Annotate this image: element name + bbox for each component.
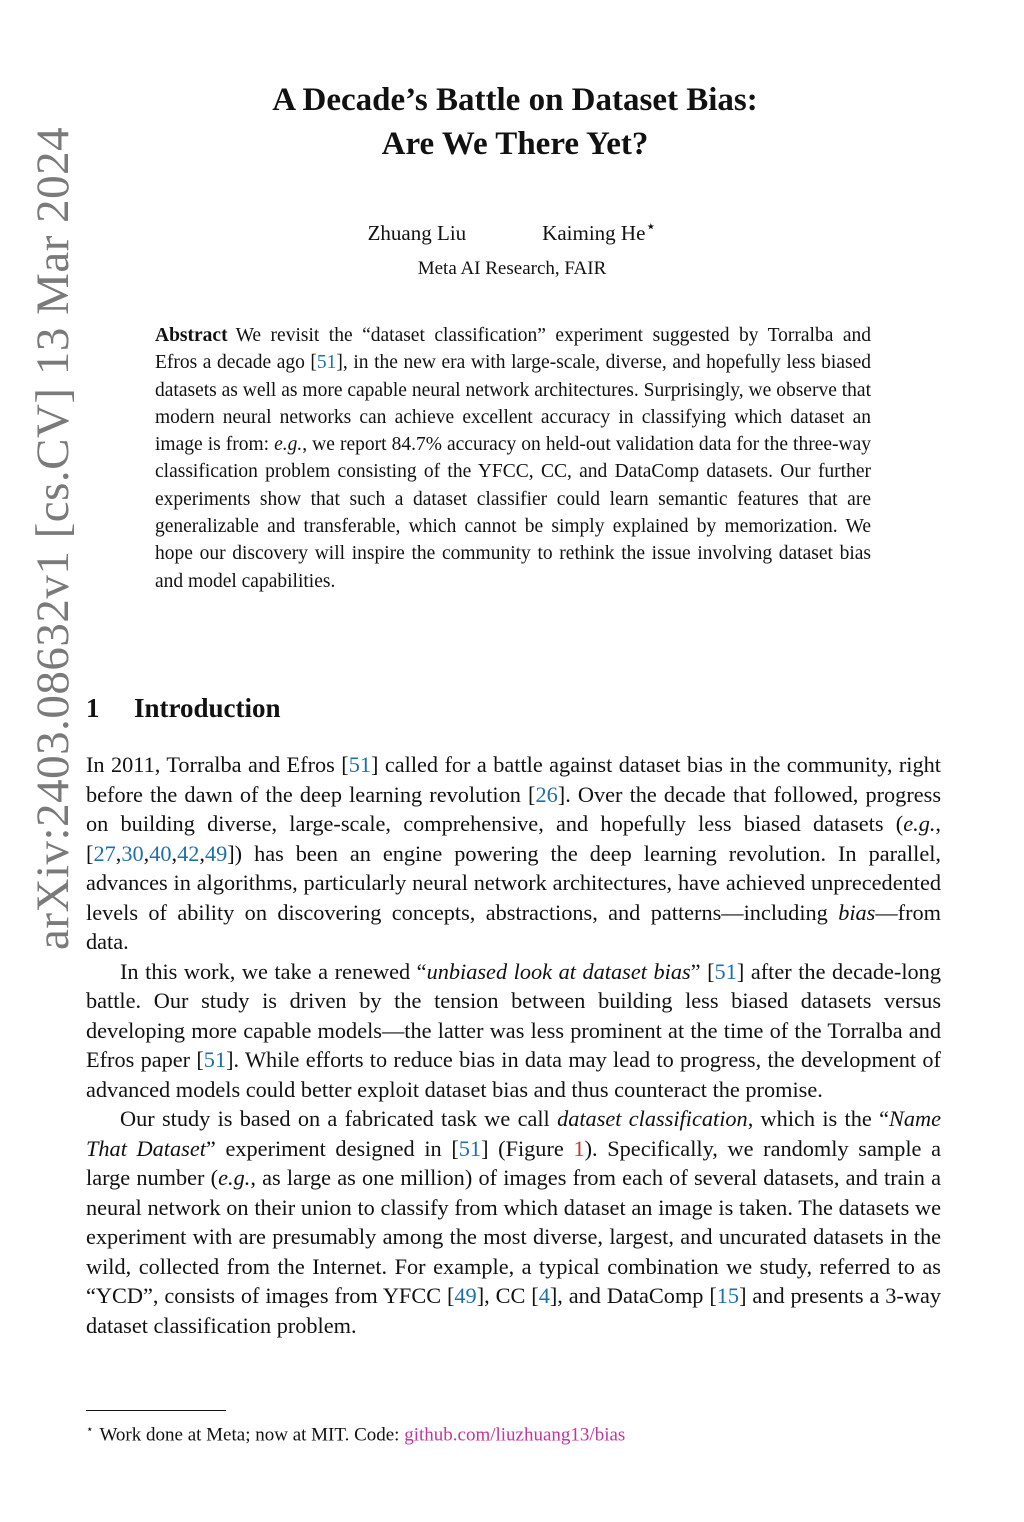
abstract (155, 322, 871, 595)
paragraph-3 (86, 1104, 941, 1340)
p2-text: ] after the decade-long battle. Our study is driven by the tension between building less biased datasets versus developing more capable models—the latter was less prominent at the time of the Torralba and Efros paper [ (86, 958, 941, 1072)
citation-link[interactable]: 15 (716, 1283, 740, 1308)
p1-text: ]) has been an engine powering the deep learning revolution. In parallel, advances in algorithms, particularly neural network architectures, have achieved unprecedented levels of ability on discovering concepts, abstractions, and patterns—including (86, 840, 941, 925)
citation-link[interactable]: 51 (316, 352, 337, 374)
author-2 (542, 216, 656, 246)
p1-bias: bias (838, 899, 876, 925)
p3-text: ] and presents a 3-way dataset classification problem. (86, 1283, 941, 1338)
citation-link[interactable]: 30 (121, 840, 144, 866)
author-1-name: Zhuang Liu (367, 221, 467, 245)
citation-link[interactable]: 26 (535, 781, 558, 807)
p3-italic-term: dataset classification (557, 1106, 748, 1131)
p2-text: ]. While efforts to reduce bias in data may lead to progress, the development of advanced models could better exploit dataset bias and thus counteract the promise. (86, 1047, 941, 1102)
citation-link[interactable]: 51 (714, 958, 737, 984)
code-repository-link[interactable]: github.com/liuzhuang13/bias (404, 1424, 626, 1446)
citation-link[interactable]: 42 (177, 840, 200, 866)
citation-link[interactable]: 40 (149, 840, 172, 866)
arxiv-identifier-stamp: arXiv:2403.08632v1 [cs.CV] 13 Mar 2024 (27, 126, 79, 950)
p1-text: , [ (86, 811, 941, 866)
citation-link[interactable]: 49 (454, 1283, 477, 1308)
footnote-divider (86, 1410, 226, 1411)
citation-separator: , (171, 840, 178, 866)
citation-link[interactable]: 4 (538, 1283, 550, 1308)
abstract-text-1: We revisit the “dataset classification” experiment suggested by Torralba and Efros a decade ago [ (155, 325, 871, 374)
citation-separator: , (115, 840, 122, 866)
title-line-2: Are We There Yet? (381, 126, 649, 162)
paragraph-1 (86, 750, 941, 957)
author-1 (368, 221, 467, 246)
paper-title (150, 78, 880, 166)
p3-text: , which is the “ (747, 1106, 889, 1131)
p3-eg: e.g. (218, 1165, 251, 1190)
p1-text: —from data. (86, 899, 941, 954)
footnote (86, 1416, 946, 1448)
p2-italic: unbiased look at dataset bias (426, 958, 691, 984)
paragraph-2 (86, 957, 941, 1105)
p2-text: In this work, we take a renewed “ (120, 958, 427, 984)
citation-separator: , (143, 840, 150, 866)
citation-separator: , (199, 840, 205, 866)
p1-text: ]. Over the decade that followed, progress on building diverse, large-scale, comprehensive, and hopefully less biased datasets ( (86, 781, 941, 836)
author-list (0, 216, 1024, 246)
p3-text: Our study is based on a fabricated task we call (120, 1106, 558, 1131)
title-line-1: A Decade’s Battle on Dataset Bias: (272, 82, 758, 118)
p1-eg: e.g. (903, 811, 936, 836)
p3-text: ], and DataComp [ (549, 1283, 717, 1308)
p2-text: ” [ (690, 958, 715, 984)
citation-link[interactable]: 51 (348, 752, 371, 777)
figure-reference-link[interactable]: 1 (573, 1135, 585, 1161)
p3-italic-name: Name That Dataset (86, 1106, 941, 1161)
section-heading-introduction (86, 690, 281, 726)
abstract-text-2: ], in the new era with large-scale, diverse, and hopefully less biased datasets as well as more capable neural network architectures. Surprisingly, we observe that modern neural networks can achieve excellent accuracy in classifying which dataset an image is from: (155, 352, 871, 456)
citation-link[interactable]: 27 (93, 840, 116, 866)
p1-text: ] called for a battle against dataset bias in the community, right before the dawn of the deep learning revolution [ (86, 752, 941, 807)
author-2-footnote-mark: ⋆ (645, 216, 657, 236)
citation-link[interactable]: 51 (203, 1047, 227, 1072)
affiliation: Meta AI Research, FAIR (417, 258, 607, 279)
section-title: Introduction (134, 693, 281, 723)
abstract-label: Abstract (155, 325, 228, 346)
footnote-mark: ⋆ (86, 1422, 94, 1436)
citation-link[interactable]: 51 (458, 1135, 482, 1161)
footnote-text: Work done at Meta; now at MIT. Code: (99, 1424, 405, 1446)
abstract-eg: e.g. (274, 434, 303, 456)
p3-text: ], CC [ (476, 1283, 539, 1308)
p3-text: ] (Figure (481, 1135, 574, 1161)
p3-text: ). Specifically, we randomly sample a large number ( (86, 1135, 941, 1190)
introduction-body (86, 750, 941, 1340)
section-number: 1 (86, 693, 100, 723)
author-2-name: Kaiming He (542, 221, 646, 245)
p3-text: , as large as one million) of images from each of several datasets, and train a neural network on their union to classify from which dataset an image is taken. The datasets we experiment with are presumably among the most diverse, largest, and uncurated datasets in the wild, collected from the Internet. For example, a typical combination we study, referred to as “YCD”, consists of images from YFCC [ (86, 1165, 941, 1308)
abstract-text-3: , we report 84.7% accuracy on held-out validation data for the three-way classification problem consisting of the YFCC, CC, and DataComp datasets. Our further experiments show that such a dataset classifier could learn semantic features that are generalizable and transferable, which cannot be simply explained by memorization. We hope our discovery will inspire the community to rethink the issue involving dataset bias and model capabilities. (155, 434, 871, 592)
p3-text: ” experiment designed in [ (205, 1135, 459, 1161)
p1-text: In 2011, Torralba and Efros [ (86, 752, 349, 777)
citation-link[interactable]: 49 (204, 840, 228, 866)
